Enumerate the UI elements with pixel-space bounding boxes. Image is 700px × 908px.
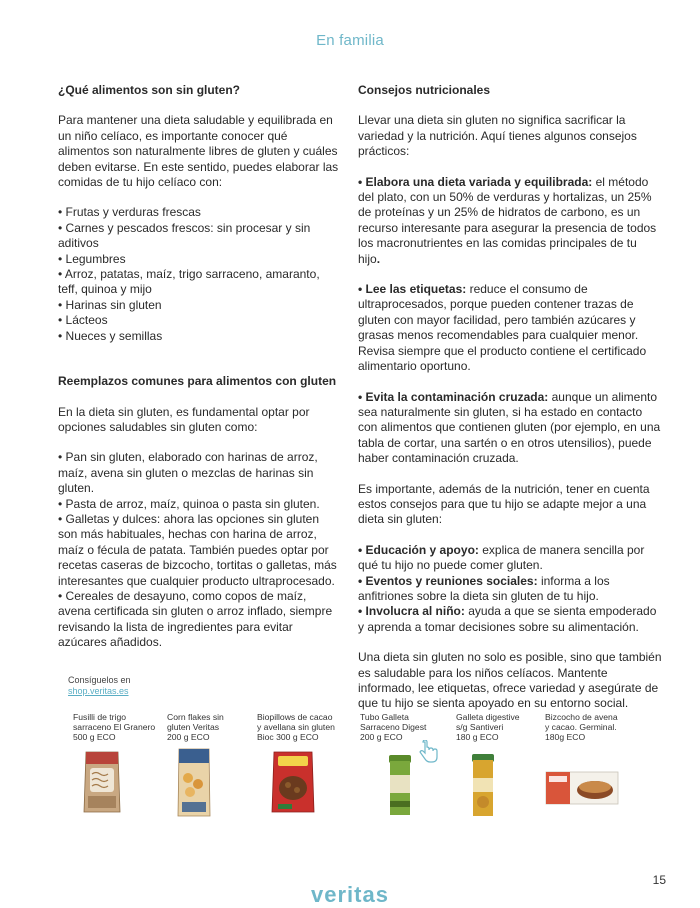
product-line: s/g Santiveri: [456, 721, 504, 732]
list-item: • Pasta de arroz, maíz, quinoa o pasta sin gluten.: [58, 496, 320, 511]
product-card[interactable]: [73, 713, 163, 742]
right-column: [358, 83, 662, 712]
tip-label: • Educación y apoyo:: [358, 542, 479, 557]
product-card[interactable]: [167, 713, 247, 742]
paragraph-intro-1: Para mantener una dieta saludable y equilibrada en un niño celíaco, es importante conocer qué alimentos son naturalmente libres de gluten y cuáles deben evitarse. En este sentido, puedes elaborar las comidas de tu hijo celíaco con:: [58, 113, 339, 190]
section-title: En familia: [316, 32, 384, 49]
list-item: • Legumbres: [58, 251, 126, 266]
product-line: Sarraceno Digest: [360, 721, 427, 732]
tip-text: informa a los anfitriones sobre la dieta sin gluten de tu hijo.: [358, 573, 610, 603]
paragraph-adaptation: Es importante, además de la nutrición, tener en cuenta estos consejos para que tu hijo se adapte mejor a una dieta sin gluten:: [358, 481, 650, 527]
replacement-list: [58, 450, 340, 650]
tip-read-labels: [358, 282, 662, 374]
gluten-free-food-list: [58, 205, 340, 344]
product-line: 180g ECO: [545, 731, 586, 742]
shop-link[interactable]: shop.veritas.es: [68, 686, 129, 696]
paragraph-closing: Una dieta sin gluten no solo es posible, sino que también es saludable para los niños celíacos. Mantente informado, lee etiquetas, ofrece variedad y asegúrate de que tu hijo se sienta apoyado en su entorno social.: [358, 650, 662, 711]
promo-label: Consíguelos en: [68, 675, 131, 685]
list-item: • Pan sin gluten, elaborado con harinas de arroz, maíz, avena sin gluten o mezclas de harinas sin gluten.: [58, 450, 318, 496]
product-line: Bioc 300 g ECO: [257, 731, 319, 742]
tip-text: el método del plato, con un 50% de verduras y hortalizas, un 25% de proteínas y un 25% de hidratos de carbono, es un recurso interesante para asegurar la presencia de todos los macronutrientes en las comidas principales de tu hijo: [358, 174, 657, 266]
product-line: sarraceno El Granero: [73, 721, 156, 732]
list-item: • Harinas sin gluten: [58, 297, 162, 312]
product-image-sponge-cake[interactable]: [545, 770, 619, 806]
product-label: [360, 713, 440, 742]
product-line: Galleta digestive: [456, 712, 520, 722]
tip-label: • Involucra al niño:: [358, 604, 465, 619]
list-item: • Carnes y pescados frescos: sin procesar y sin aditivos: [58, 220, 311, 251]
left-column: [58, 83, 340, 651]
product-label: [167, 713, 247, 742]
tip-education: [358, 543, 662, 574]
product-card[interactable]: [545, 713, 635, 742]
product-line: Biopillows de cacao: [257, 712, 333, 722]
product-image-fusilli[interactable]: [82, 748, 122, 816]
list-item: • Cereales de desayuno, como copos de maíz, avena certificada sin gluten o arroz inflado, siempre revisando la lista de ingredientes para evitar azúcares añadidos.: [58, 588, 333, 650]
product-line: 200 g ECO: [360, 731, 403, 742]
tip-cross-contamination: [358, 390, 662, 467]
tip-text: aunque un alimento sea naturalmente sin gluten, si ha estado en contacto con alimentos que contienen gluten (por ejemplo, en una tabla de cortar, una sartén o en otros utensilios), puede haber contaminación cruzada.: [358, 389, 661, 466]
product-line: y avellana sin gluten: [257, 721, 335, 732]
list-item: • Galletas y dulces: ahora las opciones sin gluten son más habituales, hechas con harina de arroz, maíz o fécula de patata. También puedes optar por recetas caseras de bizcocho, tortitas o galletas, más interesantes que cualquier producto ultraprocesado.: [58, 511, 337, 588]
product-line: Bizcocho de avena: [545, 712, 618, 722]
heading-gluten-free-foods: ¿Qué alimentos son sin gluten?: [58, 83, 241, 97]
tip-label: • Elabora una dieta variada y equilibrada:: [358, 174, 593, 189]
page-number: 15: [652, 873, 666, 887]
product-card[interactable]: [257, 713, 349, 742]
heading-nutrition-tips: Consejos nutricionales: [358, 83, 491, 97]
list-item: • Arroz, patatas, maíz, trigo sarraceno, amaranto, teff, quinoa y mijo: [58, 267, 320, 297]
tip-varied-diet: [358, 175, 662, 267]
list-item: • Lácteos: [58, 313, 108, 328]
tip-label: • Lee las etiquetas:: [358, 282, 467, 297]
product-line: Fusilli de trigo: [73, 712, 127, 722]
product-line: y cacao. Germinal.: [545, 721, 617, 732]
product-line: gluten Veritas: [167, 721, 220, 732]
tip-end: .: [376, 251, 381, 266]
pointer-hand-icon: [418, 740, 438, 764]
paragraph-intro-2: En la dieta sin gluten, es fundamental optar por opciones saludables sin gluten como:: [58, 404, 310, 434]
product-image-corn-flakes[interactable]: [176, 746, 212, 818]
promo-block: [68, 675, 131, 697]
list-item: • Nueces y semillas: [58, 328, 163, 343]
tip-text: explica de manera sencilla por qué tu hijo no puede comer gluten.: [358, 542, 645, 573]
product-line: 180 g ECO: [456, 731, 499, 742]
product-line: 500 g ECO: [73, 731, 116, 742]
product-label: [73, 713, 163, 742]
product-card[interactable]: [360, 713, 440, 742]
product-image-digest-tube[interactable]: [387, 753, 413, 817]
tip-involve-child: [358, 604, 662, 635]
tip-text: ayuda a que se sienta empoderado y aprenda a tomar decisiones sobre su alimentación.: [358, 604, 657, 634]
product-card[interactable]: [456, 713, 536, 742]
product-image-biopillows[interactable]: [270, 748, 316, 816]
tip-label: • Evita la contaminación cruzada:: [358, 389, 549, 404]
product-image-digestive[interactable]: [470, 752, 496, 818]
product-line: Corn flakes sin: [167, 712, 224, 722]
brand-logo: veritas: [311, 882, 389, 907]
heading-replacements: Reemplazos comunes para alimentos con gluten: [58, 374, 337, 389]
product-label: [456, 713, 536, 742]
product-line: 200 g ECO: [167, 731, 210, 742]
list-item: • Frutas y verduras frescas: [58, 205, 201, 220]
product-label: [257, 713, 349, 742]
product-label: [545, 713, 635, 742]
tip-social-events: [358, 574, 662, 605]
paragraph-tips-intro: Llevar una dieta sin gluten no significa sacrificar la variedad y la nutrición. Aquí tienes algunos consejos prácticos:: [358, 113, 637, 159]
tip-text: reduce el consumo de ultraprocesados, porque pueden contener trazas de gluten con mayor facilidad, pero también azúcares y grasas menos recomendables para cualquier menor. Revisa siempre que el producto contiene el certificado alimentario oportuno.: [358, 282, 647, 374]
tip-label: • Eventos y reuniones sociales:: [358, 573, 538, 588]
product-line: Tubo Galleta: [360, 712, 409, 722]
